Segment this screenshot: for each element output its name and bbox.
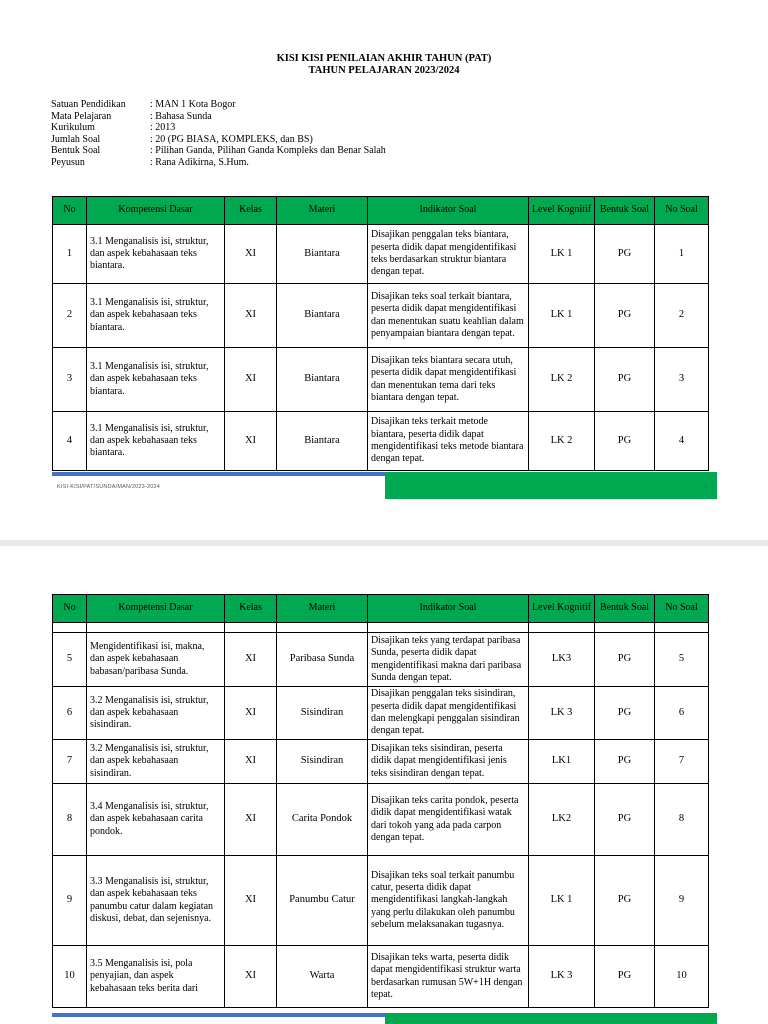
cell-bentuk-soal: PG: [595, 284, 655, 348]
table-header-row: [53, 595, 709, 623]
cell-kelas: XI: [225, 412, 277, 471]
cell-indikator-soal: Disajikan teks soal terkait biantara, peserta didik dapat mengidentifikasi dan menentukan suatu keahlian dalam penyampaian biantara dengan tepat.: [368, 284, 529, 348]
cell-kelas: XI: [225, 225, 277, 284]
meta-row: [51, 157, 386, 169]
table-row: [53, 784, 709, 856]
cell-materi: Biantara: [277, 412, 368, 471]
cell-no-soal: 4: [655, 412, 709, 471]
cell-no-soal: 8: [655, 784, 709, 856]
footer-blue-bar: [52, 1013, 385, 1017]
meta-label: Kurikulum: [51, 122, 95, 134]
cell-kelas: XI: [225, 687, 277, 740]
cell-materi: Paribasa Sunda: [277, 633, 368, 687]
meta-row: [51, 134, 386, 146]
cell-bentuk-soal: PG: [595, 740, 655, 784]
cell-indikator-soal: Disajikan penggalan teks biantara, peserta didik dapat mengidentifikasi teks berdasarkan struktur biantara dengan tepat.: [368, 225, 529, 284]
cell-no-soal: 7: [655, 740, 709, 784]
cell-kompetensi-dasar: 3.1 Menganalisis isi, struktur, dan aspek kebahasaan teks biantara.: [87, 348, 225, 412]
table-row: [53, 348, 709, 412]
cell-kompetensi-dasar: 3.1 Menganalisis isi, struktur, dan aspek kebahasaan teks biantara.: [87, 284, 225, 348]
cell-kelas: XI: [225, 784, 277, 856]
cell-level-kognitif: LK 3: [529, 687, 595, 740]
cell-no: 7: [53, 740, 87, 784]
header-kelas: Kelas: [225, 595, 277, 623]
header-no: No: [53, 595, 87, 623]
cell-indikator-soal: Disajikan teks sisindiran, peserta didik dapat mengidentifikasi jenis teks sisindiran dengan tepat.: [368, 740, 529, 784]
header-bentuk-soal: Bentuk Soal: [595, 595, 655, 623]
cell-kompetensi-dasar: 3.2 Menganalisis isi, struktur, dan aspek kebahasaan sisindiran.: [87, 687, 225, 740]
cell-bentuk-soal: PG: [595, 784, 655, 856]
meta-value: : 20 (PG BIASA, KOMPLEKS, dan BS): [150, 133, 313, 145]
cell-kompetensi-dasar: 3.5 Menganalisis isi, pola penyajian, dan aspek kebahasaan teks berita dari: [87, 946, 225, 1008]
cell-bentuk-soal: PG: [595, 633, 655, 687]
cell-no: 3: [53, 348, 87, 412]
cell-kelas: XI: [225, 633, 277, 687]
footer-page-number: 1: [704, 484, 708, 490]
cell-level-kognitif: LK 2: [529, 412, 595, 471]
header-bentuk-soal: Bentuk Soal: [595, 197, 655, 225]
cell-no: 4: [53, 412, 87, 471]
table-body: [53, 623, 709, 1008]
document-title: [0, 53, 768, 77]
cell-no: 6: [53, 687, 87, 740]
table-row: [53, 687, 709, 740]
assessment-grid-table: [52, 196, 709, 471]
cell-materi: Biantara: [277, 348, 368, 412]
cell-bentuk-soal: PG: [595, 687, 655, 740]
cell-materi: Sisindiran: [277, 687, 368, 740]
cell-kelas: XI: [225, 740, 277, 784]
header-materi: Materi: [277, 197, 368, 225]
table-row: [53, 633, 709, 687]
document-meta: [51, 99, 386, 169]
cell-level-kognitif: LK 1: [529, 225, 595, 284]
cell-bentuk-soal: PG: [595, 348, 655, 412]
cell-materi: Carita Pondok: [277, 784, 368, 856]
table-header-row: [53, 197, 709, 225]
meta-row: [51, 99, 386, 111]
table-row: [53, 284, 709, 348]
cell-no-soal: 6: [655, 687, 709, 740]
cell-materi: Biantara: [277, 284, 368, 348]
footer-green-bar: [385, 472, 717, 499]
cell-no-soal: 10: [655, 946, 709, 1008]
cell-materi: Biantara: [277, 225, 368, 284]
cell-bentuk-soal: PG: [595, 412, 655, 471]
header-indikator-soal: Indikator Soal: [368, 595, 529, 623]
cell-indikator-soal: Disajikan teks terkait metode biantara, peserta didik dapat mengidentifikasi teks metode biantara dengan tepat.: [368, 412, 529, 471]
meta-label: Mata Pelajaran: [51, 110, 112, 122]
cell-level-kognitif: LK 3: [529, 946, 595, 1008]
assessment-grid-table: [52, 594, 709, 1008]
cell-no-soal: 5: [655, 633, 709, 687]
header-kelas: Kelas: [225, 197, 277, 225]
header-level-kognitif: Level Kognitif: [529, 595, 595, 623]
cell-no: 9: [53, 856, 87, 946]
cell-kompetensi-dasar: 3.4 Menganalisis isi, struktur, dan aspek kebahasaan carita pondok.: [87, 784, 225, 856]
meta-value: : Pilihan Ganda, Pilihan Ganda Kompleks dan Benar Salah: [150, 145, 386, 157]
footer-blue-bar: [52, 472, 385, 476]
table-row: [53, 856, 709, 946]
cell-kompetensi-dasar: Mengidentifikasi isi, makna, dan aspek kebahasaan babasan/paribasa Sunda.: [87, 633, 225, 687]
table-row: [53, 225, 709, 284]
cell-level-kognitif: LK 1: [529, 856, 595, 946]
cell-indikator-soal: Disajikan penggalan teks sisindiran, peserta didik dapat mengidentifikasi dan melengkapi penggalan sisindiran dengan tepat.: [368, 687, 529, 740]
cell-indikator-soal: Disajikan teks biantara secara utuh, peserta didik dapat mengidentifikasi dan menentukan tema dari teks biantara dengan tepat.: [368, 348, 529, 412]
cell-no: 2: [53, 284, 87, 348]
cell-bentuk-soal: PG: [595, 946, 655, 1008]
meta-label: Satuan Pendidikan: [51, 99, 126, 110]
cell-no: 1: [53, 225, 87, 284]
cell-kompetensi-dasar: 3.2 Menganalisis isi, struktur, dan aspek kebahasaan sisindiran.: [87, 740, 225, 784]
cell-no-soal: 2: [655, 284, 709, 348]
cell-materi: Sisindiran: [277, 740, 368, 784]
table-row: [53, 946, 709, 1008]
cell-indikator-soal: Disajikan teks warta, peserta didik dapat mengidentifikasi struktur warta berdasarkan rumusan 5W+1H dengan tepat.: [368, 946, 529, 1008]
title-line-1: KISI KISI PENILAIAN AKHIR TAHUN (PAT): [276, 53, 492, 64]
footer-doc-code: KISI-KISI/PAT/SUNDA/MAN/2023-2024: [57, 484, 160, 490]
meta-value: : Rana Adikirna, S.Hum.: [150, 156, 249, 168]
cell-level-kognitif: LK3: [529, 633, 595, 687]
cell-bentuk-soal: PG: [595, 225, 655, 284]
table-row: [53, 740, 709, 784]
cell-level-kognitif: LK 1: [529, 284, 595, 348]
header-no-soal: No Soal: [655, 595, 709, 623]
meta-row: [51, 122, 386, 134]
cell-indikator-soal: Disajikan teks yang terdapat paribasa Sunda, peserta didik dapat mengidentifikasi makna dari paribasa Sunda dengan tepat.: [368, 633, 529, 687]
header-no-soal: No Soal: [655, 197, 709, 225]
cell-no-soal: 1: [655, 225, 709, 284]
cell-bentuk-soal: PG: [595, 856, 655, 946]
meta-label: Bentuk Soal: [51, 145, 101, 157]
cell-kelas: XI: [225, 348, 277, 412]
cell-kelas: XI: [225, 856, 277, 946]
cell-level-kognitif: LK2: [529, 784, 595, 856]
meta-row: [51, 145, 386, 157]
cell-no-soal: 3: [655, 348, 709, 412]
cell-level-kognitif: LK 2: [529, 348, 595, 412]
header-materi: Materi: [277, 595, 368, 623]
cell-no-soal: 9: [655, 856, 709, 946]
cell-kelas: XI: [225, 946, 277, 1008]
title-line-2: TAHUN PELAJARAN 2023/2024: [308, 65, 460, 76]
cell-kompetensi-dasar: 3.3 Menganalisis isi, struktur, dan aspek kebahasaan teks panumbu catur dalam kegiatan diskusi, debat, dan sejenisnya.: [87, 856, 225, 946]
meta-row: [51, 111, 386, 123]
header-kompetensi-dasar: Kompetensi Dasar: [87, 595, 225, 623]
table-body: [53, 225, 709, 471]
header-level-kognitif: Level Kognitif: [529, 197, 595, 225]
document-page-2: [0, 546, 768, 1024]
table-row: [53, 412, 709, 471]
cell-no: 5: [53, 633, 87, 687]
header-kompetensi-dasar: Kompetensi Dasar: [87, 197, 225, 225]
meta-label: Peyusun: [51, 156, 85, 168]
cell-materi: Panumbu Catur: [277, 856, 368, 946]
meta-value: : MAN 1 Kota Bogor: [150, 99, 236, 110]
header-no: No: [53, 197, 87, 225]
cell-indikator-soal: Disajikan teks carita pondok, peserta didik dapat mengidentifikasi watak dari tokoh yang ada pada carpon dengan tepat.: [368, 784, 529, 856]
cell-materi: Warta: [277, 946, 368, 1008]
cell-no: 8: [53, 784, 87, 856]
cell-level-kognitif: LK1: [529, 740, 595, 784]
cell-kelas: XI: [225, 284, 277, 348]
meta-label: Jumlah Soal: [51, 133, 101, 145]
blank-spacer-row: [53, 623, 709, 633]
footer-green-bar: [385, 1013, 717, 1024]
meta-value: : Bahasa Sunda: [150, 110, 212, 122]
meta-value: : 2013: [150, 122, 176, 134]
cell-indikator-soal: Disajikan teks soal terkait panumbu catur, peserta didik dapat mengidentifikasi langkah-langkah yang perlu dilakukan oleh panumbu sebelum melaksanakan tugasnya.: [368, 856, 529, 946]
cell-kompetensi-dasar: 3.1 Menganalisis isi, struktur, dan aspek kebahasaan teks biantara.: [87, 225, 225, 284]
cell-kompetensi-dasar: 3.1 Menganalisis isi, struktur, dan aspek kebahasaan teks biantara.: [87, 412, 225, 471]
cell-no: 10: [53, 946, 87, 1008]
header-indikator-soal: Indikator Soal: [368, 197, 529, 225]
